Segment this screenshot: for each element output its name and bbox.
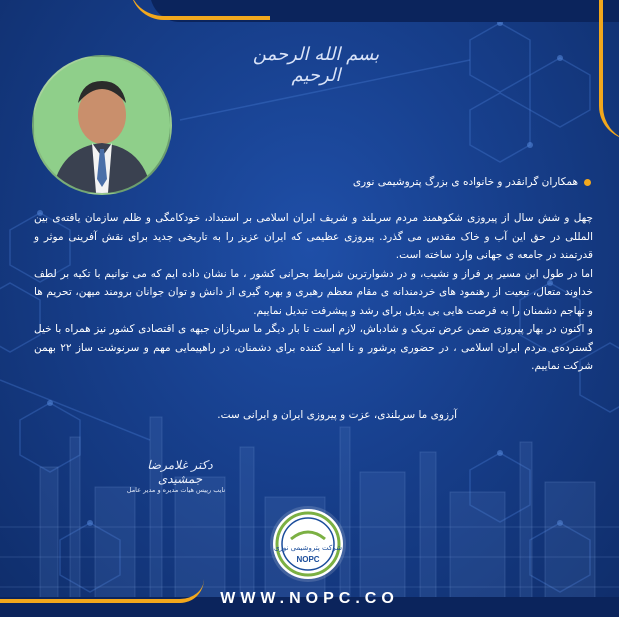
company-logo [273, 509, 343, 579]
top-orange-accent-curve [130, 0, 270, 20]
signature-title: نایب رییس هیات مدیره و مدیر عامل [126, 486, 226, 494]
basmala-calligraphy: بسم الله الرحمن الرحیم [252, 44, 380, 86]
letter-closing: آرزوی ما سربلندی، عزت و پیروزی ایران و ایرانی ست. [217, 409, 457, 421]
nopc-logo-icon [273, 509, 343, 579]
letter-paragraph-2: اما در طول این مسیر پر فراز و نشیب، و در دشوارترین شرایط بحرانی کشور ، ما نشان داده ایم که می توانیم با تکیه بر لطف خداوند متعال، تبعیت از رهنمود های خردمندانه ی مقام معظم رهبری و بهره گیری از دانش و توان جوانان برومند میهن، تحریم ها و تهاجم دشمنان را به فرصت هایی بی بدیل برای رشد و پیشرفت تبدیل نماییم. [34, 267, 593, 317]
bullet-dot-icon [584, 179, 591, 186]
logo-company-name: شرکت پتروشیمی نوری [274, 544, 342, 552]
letter-body [34, 209, 593, 376]
letter-paragraph-3: و اکنون در بهار پیروزی ضمن عرض تبریک و شادباش، لازم است تا بار دیگر ما سربازان جبهه ی اقتصادی کشور نیز همراه با خیل گسترده‌ی مردم ایران اسلامی ، در حضوری پرشور و نا امید کننده برای دشمنان، در راهپیمایی مهم و سرنوشت ساز ۲۲ بهمن شرکت نماییم. [34, 323, 593, 372]
letter-salutation [71, 173, 591, 191]
signature-name: دکتر غلامرضا جمشیدی [147, 458, 213, 486]
website-url[interactable]: WWW.NOPC.CO [220, 590, 399, 607]
letter-paragraph-1: چهل و شش سال از پیروزی شکوهمند مردم سربلند و شریف ایران اسلامی بر استبداد، خودکامگی و ظلم سازمان یافته‌ی بین المللی در حق این آب و خاک مقدس می گذرد. پیروزی عظیمی که ایران عزیز را به تاریخی جدید برای نقش آفرینی موثر و قدرتمند در جامعه ی جهانی وارد ساخته است. [34, 212, 593, 261]
right-orange-accent-curve [599, 0, 619, 140]
salutation-text: همکاران گرانقدر و خانواده ی بزرگ پتروشیمی نوری [352, 176, 578, 188]
logo-abbreviation: NOPC [296, 555, 320, 564]
